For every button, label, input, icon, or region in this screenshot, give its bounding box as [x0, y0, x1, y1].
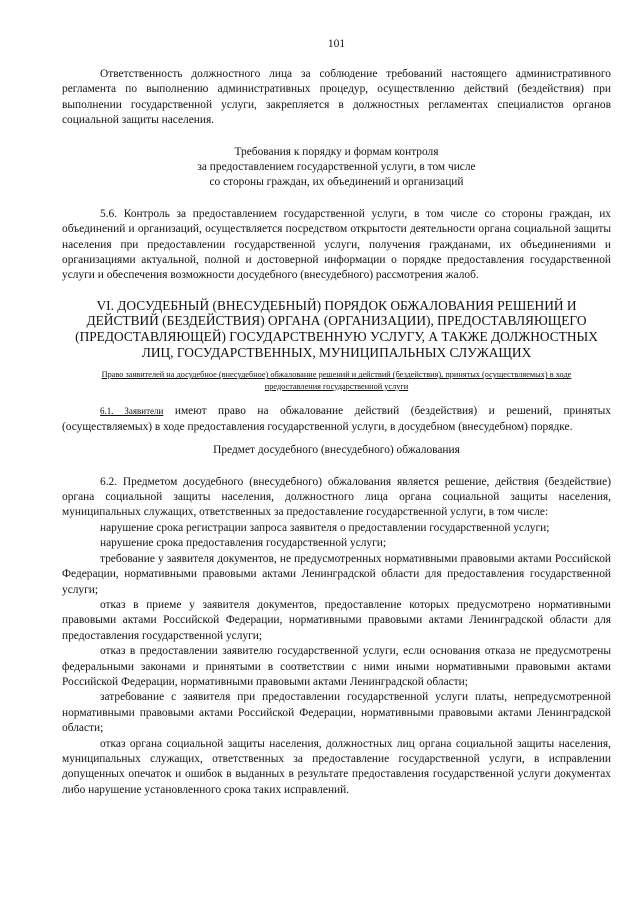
list-item: отказ в предоставлении заявителю государственной услуги, если основания отказа не предусмотрены федеральными законами и принятыми в соответствии с ними иными нормативными правовыми актами Российской Федерации, нормативными правовыми актами Ленинградской области;: [62, 645, 611, 688]
section-vi-heading: VI. ДОСУДЕБНЫЙ (ВНЕСУДЕБНЫЙ) ПОРЯДОК ОБЖАЛОВАНИЯ РЕШЕНИЙ И ДЕЙСТВИЙ (БЕЗДЕЙСТВИЯ) ОРГАНА (ОРГАНИЗАЦИИ), ПРЕДОСТАВЛЯЮЩЕГО (ПРЕДОСТАВЛЯЮЩЕЙ) ГОСУДАРСТВЕННУЮ УСЛУГУ, А ТАКЖЕ ДОЛЖНОСТНЫХ ЛИЦ, ГОСУДАРСТВЕННЫХ, МУНИЦИПАЛЬНЫХ СЛУЖАЩИХ: [75, 297, 598, 360]
document-body: [62, 67, 611, 798]
subheading-right-to-appeal: Право заявителей на досудебное (внесудебное) обжалование решений и действий (бездействия), принятых (осуществляемых) в ходе предоставления государственной услуги: [101, 370, 572, 391]
paragraph-6-1: [62, 404, 611, 435]
list-item: затребование с заявителя при предоставлении государственной услуги платы, непредусмотренной нормативными правовыми актами Российской Федерации, нормативными правовыми актами Ленинградской области;: [62, 691, 611, 735]
heading-line: Требования к порядку и формам контроля: [234, 145, 439, 158]
paragraph-6-2: 6.2. Предметом досудебного (внесудебного) обжалования является решение, действия (бездействие) органа социальной защиты населения, должностного лица органа социальной защиты населения, муниципальных служащих, ответственных за предоставление государственной услуги, в том числе:: [62, 475, 611, 519]
list-item: отказ в приеме у заявителя документов, предоставление которых предусмотрено нормативными правовыми актами Российской Федерации, нормативными правовыми актами Ленинградской области для предоставления государственной услуги;: [62, 598, 611, 642]
list-item: нарушение срока предоставления государственной услуги;: [100, 537, 387, 550]
list-item: нарушение срока регистрации запроса заявителя о предоставлении государственной услуги;: [100, 521, 550, 534]
heading-line: со стороны граждан, их объединений и организаций: [209, 176, 464, 189]
paragraph-6-1-label: 6.1. Заявители: [100, 406, 164, 417]
list-item: требование у заявителя документов, не предусмотренных нормативными правовыми актами Российской Федерации, нормативными правовыми актами Ленинградской области для предоставления государственной услуги;: [62, 552, 611, 596]
heading-line: за предоставлением государственной услуги, в том числе: [197, 161, 476, 174]
heading-appeal-subject: Предмет досудебного (внесудебного) обжалования: [213, 444, 460, 457]
paragraph-responsibility: Ответственность должностного лица за соблюдение требований настоящего административного регламента по выполнению административных процедур, осуществлению действий (бездействия) при выполнении государственной услуги, закрепляется в должностных регламентах специалистов органов социальной защиты населения.: [62, 68, 611, 127]
paragraph-5-6: 5.6. Контроль за предоставлением государственной услуги, в том числе со стороны граждан, их объединений и организаций, осуществляется посредством открытости деятельности органа социальной защиты населения при предоставлении государственной услуги, получения гражданами, их объединениями и организациями актуальной, полной и достоверной информации о порядке предоставления государственной услуги и обеспечения возможности досудебного (внесудебного) рассмотрения жалоб.: [62, 207, 611, 282]
paragraph-6-1-text: имеют право на обжалование действий (бездействия) и решений, принятых (осуществляемых) в ходе предоставления государственной услуги, в досудебном (внесудебном) порядке.: [62, 405, 611, 433]
page-number: 101: [327, 38, 346, 50]
list-item: отказ органа социальной защиты населения, должностных лиц органа социальной защиты населения, муниципальных служащих, ответственных за предоставление государственной услуги, в исправлении допущенных опечаток и ошибок в выданных в результате предоставления государственной услуги документах либо нарушение установленного срока таких исправлений.: [62, 737, 611, 796]
heading-control-requirements: [62, 145, 611, 191]
